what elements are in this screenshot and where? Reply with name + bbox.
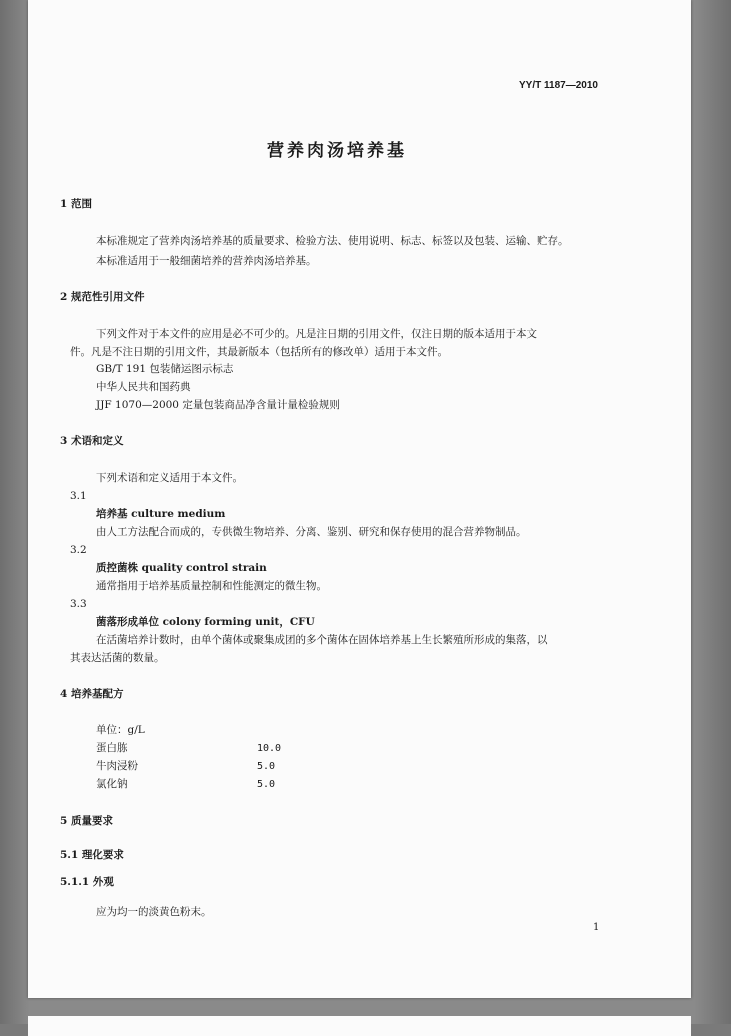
section-2-paragraph: 下列文件对于本文件的应用是必不可少的。凡是注日期的引用文件，仅注日期的版本适用于本文 bbox=[96, 328, 537, 340]
term-name: 培养基 culture medium bbox=[96, 508, 226, 520]
section-4-heading: 4 培养基配方 bbox=[60, 688, 124, 700]
next-page-edge[interactable] bbox=[28, 1016, 691, 1036]
formula-amount: 5.0 bbox=[257, 761, 276, 772]
standard-number: YY/T 1187—2010 bbox=[519, 80, 598, 91]
page-number: 1 bbox=[593, 922, 600, 933]
formula-ingredient: 氯化钠 bbox=[96, 778, 128, 790]
term-number: 3.1 bbox=[70, 490, 87, 502]
document-page[interactable] bbox=[28, 0, 691, 998]
term-definition: 由人工方法配合而成的，专供微生物培养、分离、鉴别、研究和保存使用的混合营养物制品。 bbox=[96, 526, 527, 538]
term-definition: 在活菌培养计数时，由单个菌体或聚集成团的多个菌体在固体培养基上生长繁殖所形成的集落，以 bbox=[96, 634, 548, 646]
section-1-paragraph: 本标准规定了营养肉汤培养基的质量要求、检验方法、使用说明、标志、标签以及包装、运输、贮存。 bbox=[96, 235, 569, 247]
section-1-heading: 1 范围 bbox=[60, 198, 92, 210]
term-number: 3.3 bbox=[70, 598, 87, 610]
formula-amount: 10.0 bbox=[257, 743, 282, 754]
reference-item: 中华人民共和国药典 bbox=[96, 381, 191, 393]
section-3-heading: 3 术语和定义 bbox=[60, 435, 124, 447]
section-2-heading: 2 规范性引用文件 bbox=[60, 291, 145, 303]
subsection-heading: 5.1.1 外观 bbox=[60, 876, 114, 888]
section-2-paragraph: 件。凡是不注日期的引用文件，其最新版本（包括所有的修改单）适用于本文件。 bbox=[70, 346, 448, 358]
term-name: 质控菌株 quality control strain bbox=[96, 562, 267, 574]
formula-unit: 单位：g/L bbox=[96, 724, 145, 736]
section-5-heading: 5 质量要求 bbox=[60, 815, 113, 827]
reference-item: GB/T 191 包装储运图示标志 bbox=[96, 363, 234, 375]
term-definition: 通常指用于培养基质量控制和性能测定的微生物。 bbox=[96, 580, 327, 592]
formula-amount: 5.0 bbox=[257, 779, 276, 790]
section-3-intro: 下列术语和定义适用于本文件。 bbox=[96, 472, 243, 484]
section-5-paragraph: 应为均一的淡黄色粉末。 bbox=[96, 906, 212, 918]
term-number: 3.2 bbox=[70, 544, 87, 556]
term-definition: 其表达活菌的数量。 bbox=[70, 652, 165, 664]
term-name: 菌落形成单位 colony forming unit，CFU bbox=[96, 616, 315, 628]
formula-ingredient: 牛肉浸粉 bbox=[96, 760, 138, 772]
subsection-heading: 5.1 理化要求 bbox=[60, 849, 124, 861]
formula-ingredient: 蛋白胨 bbox=[96, 742, 128, 754]
document-title: 营养肉汤培养基 bbox=[267, 141, 407, 161]
section-1-paragraph: 本标准适用于一般细菌培养的营养肉汤培养基。 bbox=[96, 255, 317, 267]
reference-item: JJF 1070—2000 定量包装商品净含量计量检验规则 bbox=[96, 399, 340, 411]
